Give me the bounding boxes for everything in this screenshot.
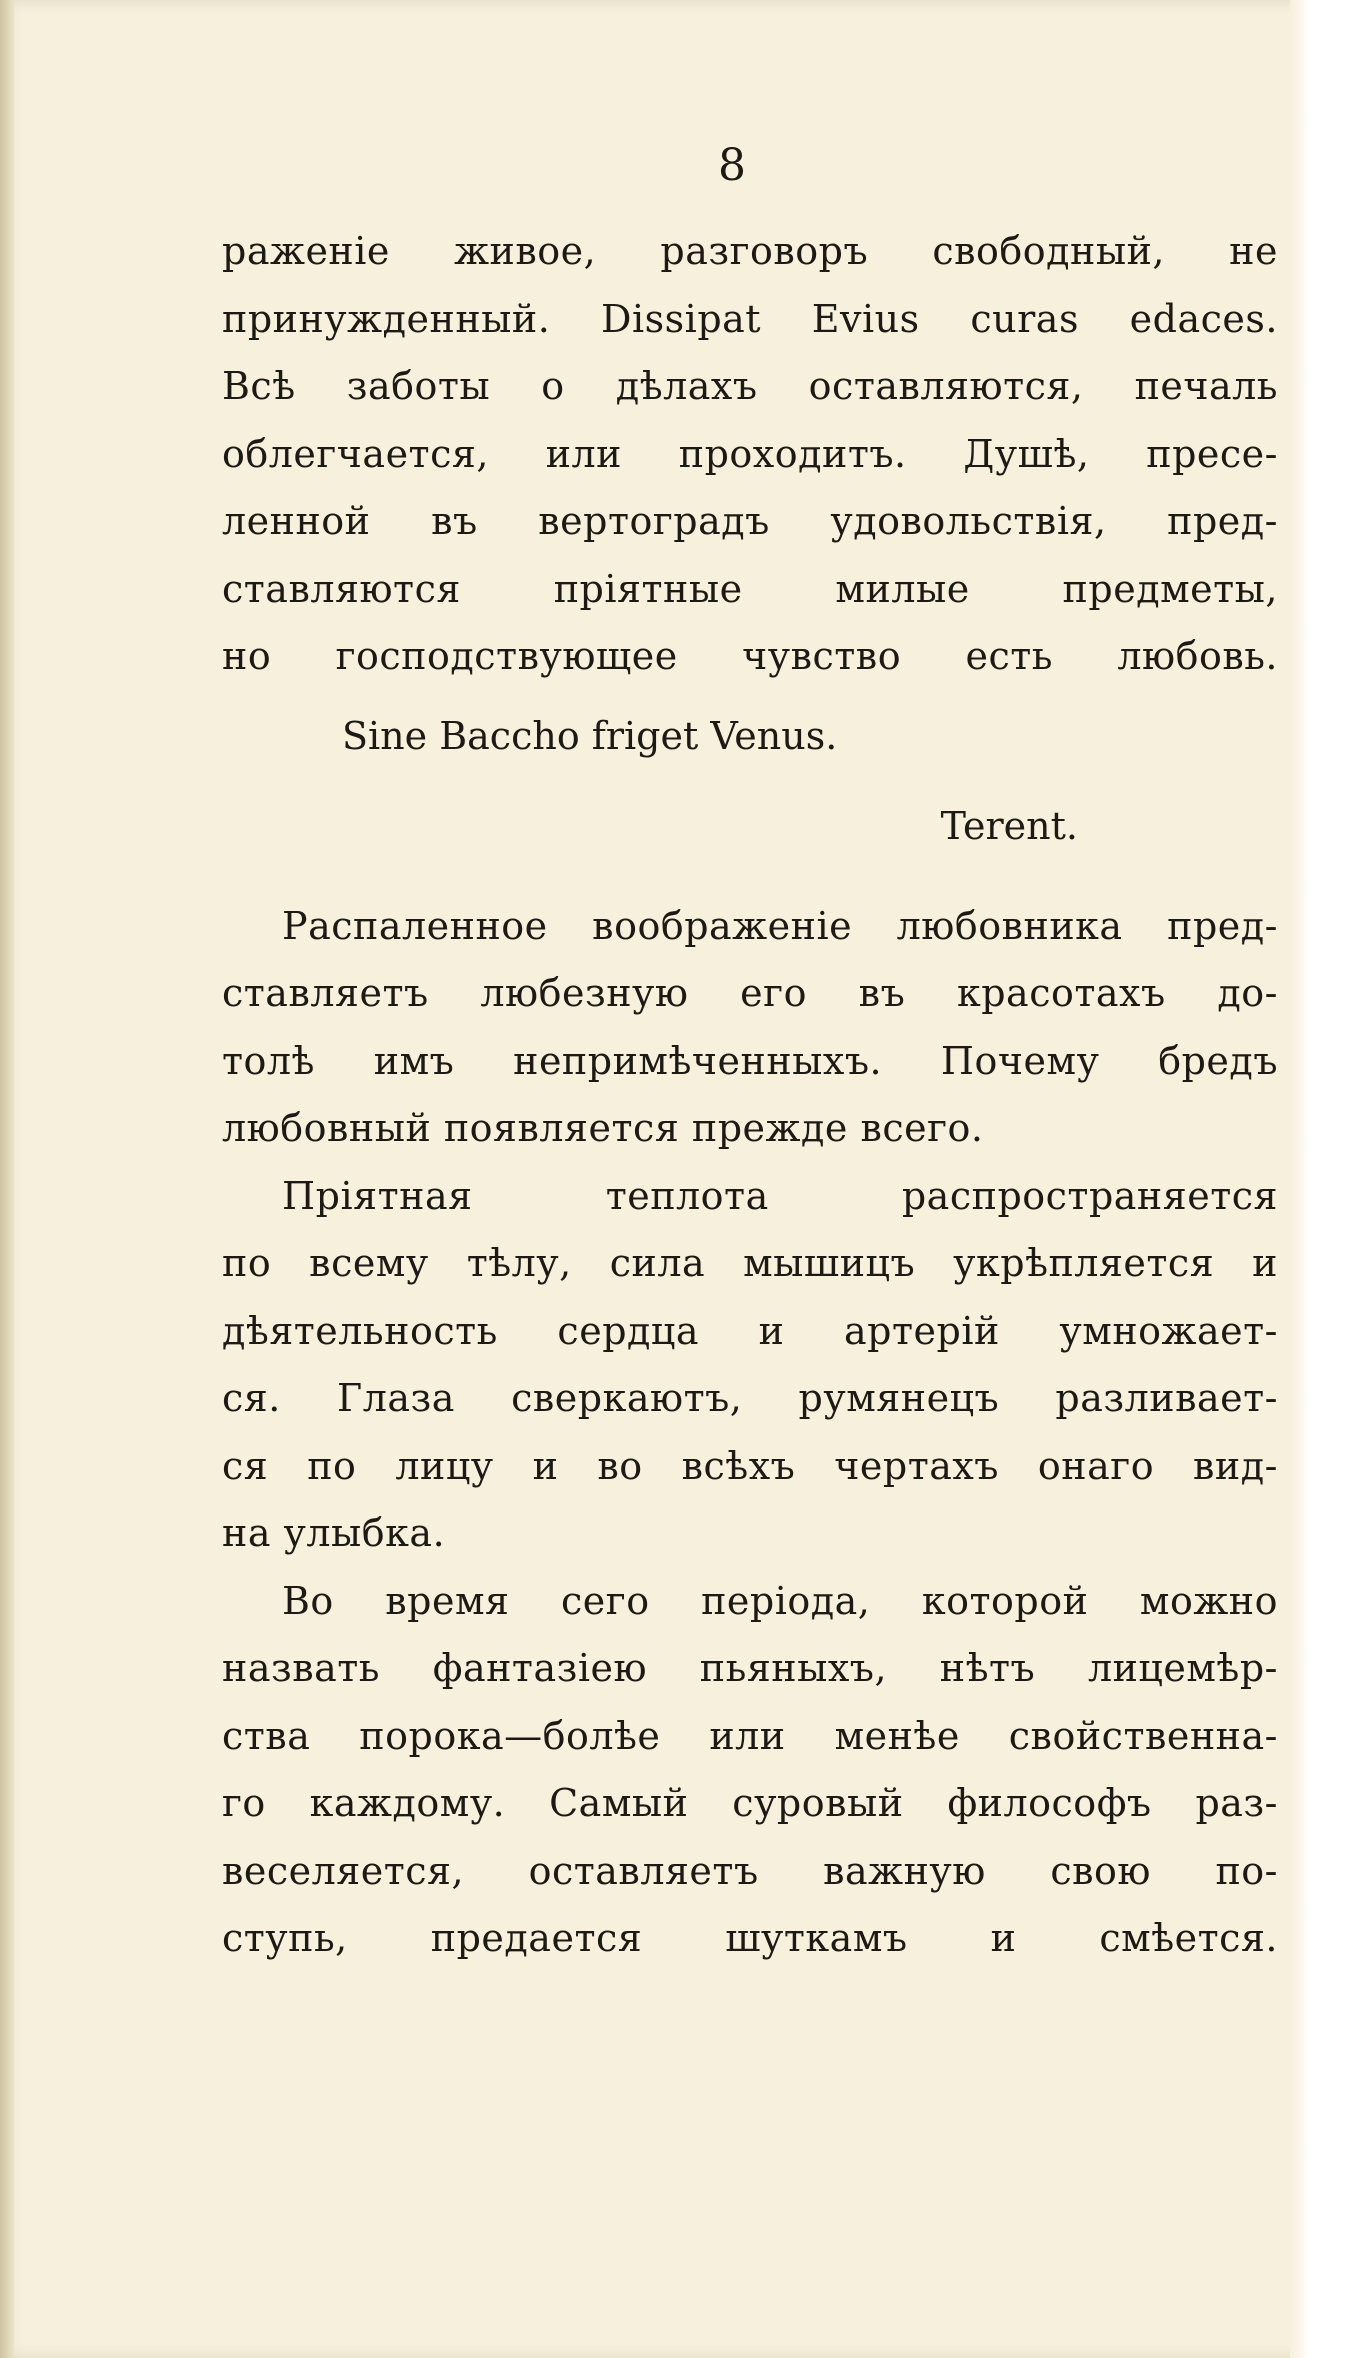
quote-author: Terent. — [940, 803, 1078, 848]
text-line: Во время сего періода, которой можно — [282, 1578, 1278, 1623]
text-line: Всѣ заботы о дѣлахъ оставляются, печаль — [222, 364, 1278, 408]
text-line: ся. Глаза сверкаютъ, румянецъ разливает- — [222, 1376, 1278, 1420]
text-line: на улыбка. — [222, 1511, 446, 1555]
text-line: Распаленное воображеніе любовника пред- — [282, 903, 1278, 948]
text-line: ленной въ вертоградъ удовольствія, пред- — [222, 499, 1278, 543]
text-line: назвать фантазіею пьяныхъ, нѣтъ лицемѣр- — [222, 1646, 1278, 1690]
text-line: ставляются пріятные милые предметы, — [222, 566, 1278, 611]
paragraph-4 — [222, 1568, 1278, 1973]
page-edge — [1290, 0, 1308, 2358]
text-line: принужденный. Dissipat Evius curas edaces. — [222, 296, 1278, 341]
paragraph-3 — [222, 1163, 1278, 1568]
page-spine-shadow — [0, 0, 14, 2358]
text-line: толѣ имъ непримѣченныхъ. Почему бредъ — [222, 1038, 1278, 1083]
text-line: дѣятельность сердца и артерій умножает- — [222, 1308, 1278, 1353]
text-line: го каждому. Самый суровый философъ раз- — [222, 1781, 1278, 1825]
text-line: ставляетъ любезную его въ красотахъ до- — [222, 971, 1278, 1015]
page-number: 8 — [718, 140, 746, 191]
paragraph-2 — [222, 893, 1278, 1163]
paragraph-gap — [222, 871, 1278, 893]
text-line: по всему тѣлу, сила мышицъ укрѣпляется и — [222, 1241, 1278, 1285]
text-line: любовный появляется прежде всего. — [222, 1106, 984, 1150]
text-line: ся по лицу и во всѣхъ чертахъ онаго вид- — [222, 1443, 1278, 1488]
text-line: раженіе живое, разговоръ свободный, не — [222, 229, 1278, 273]
text-line: веселяется, оставляетъ важную свою по- — [222, 1848, 1278, 1893]
text-line: ступь, предается шуткамъ и смѣется. — [222, 1916, 1278, 1960]
text-line: ства порока—болѣе или менѣе свойственна- — [222, 1713, 1278, 1758]
text-line: но господствующее чувство есть любовь. — [222, 634, 1278, 678]
text-line: облегчается, или проходитъ. Душѣ, пресе- — [222, 431, 1278, 476]
latin-quote: Sine Baccho friget Venus. — [342, 713, 838, 758]
paragraph-1 — [222, 218, 1278, 691]
page-text — [222, 218, 1278, 1973]
text-line: Пріятная теплота распространяется — [282, 1173, 1278, 1218]
